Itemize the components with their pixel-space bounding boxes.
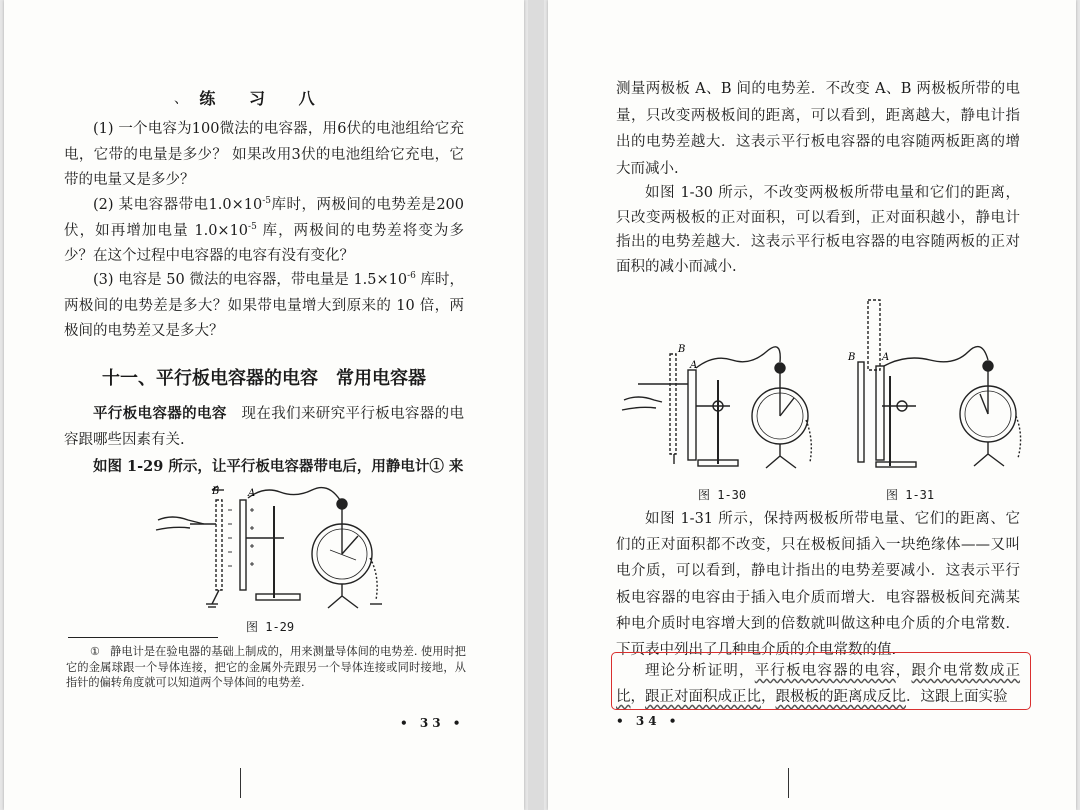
question-2 <box>64 193 464 270</box>
exercise-title: 练 习 八 <box>199 89 329 108</box>
conclusion-emph-area: 跟正对面积成正比 <box>645 689 761 705</box>
q3-part-b: 库时，两极间的电势差是多大？如果带电量增大到原来的 10 倍，两极间的电势差又是多大？ <box>64 272 465 340</box>
left-page <box>4 0 524 810</box>
highlight-box <box>611 652 1031 710</box>
book-spine <box>528 0 544 810</box>
figure-1-30 <box>618 340 818 470</box>
q2-part-b: 库时，两极间的电势差是200伏，如再增加电量 1.0×10 <box>64 197 464 239</box>
conclusion-emph-capacitance: 平行板电容器的电容 <box>754 663 896 679</box>
intro-paragraph <box>64 402 464 453</box>
intro-text: 现在我们来研究平行板电容器的电容跟哪些因素有关. <box>64 406 464 448</box>
q3-exponent: -6 <box>407 271 416 282</box>
footnote-mark: ① <box>90 645 101 658</box>
conclusion-tail: ．这跟上面实验 <box>906 689 1008 705</box>
fig29-label-b: B <box>212 486 220 497</box>
paragraph-dielectric: 如图 1-31 所示，保持两极板所带电量、它们的距离、它们的正对面积都不改变，只在极板间插入一块绝缘体——又叫电介质，可以看到，静电计指出的电势差要减小．这表示平行板电容器的电容由于插入电介质而增大．电容器极板间充满某种电介质时电容增大到的倍数就叫做这种电介质的介电常数．下页表中列出了几种电介质的介电常数的值. <box>616 511 1020 659</box>
figure-1-31 <box>820 296 1030 471</box>
q3-part-a: (3) 电容是 50 微法的电容器，带电量是 1.5×10 <box>93 272 408 288</box>
page-number-right: • 34 • <box>616 714 681 728</box>
fig30-label-a: A <box>690 360 698 371</box>
conclusion-emph-distance: 跟极板的距离成反比 <box>775 689 906 705</box>
question-1: (1) 一个电容为100微法的电容器，用6伏的电池组给它充电，它带的电量是多少？ 如果改用3伏的电池组给它充电，它带的电量又是多少？ <box>64 121 464 189</box>
fig29-paragraph: 如图 1-29 所示，让平行板电容器带电后，用静电计① 来 <box>93 458 464 475</box>
fig31-caption: 图 1-31 <box>886 488 935 502</box>
paragraph-area: 如图 1-30 所示，不改变两极板所带电量和它们的距离，只改变两极板的正对面积，可以看到，正对面积越小，静电计指出的电势差越大．这表示平行板电容器的电容随两板的正对面积的减小而减小. <box>616 185 1020 275</box>
conclusion-sep-1: ， <box>895 663 912 679</box>
question-3 <box>64 268 464 345</box>
q2-part-a: (2) 某电容器带电1.0×10 <box>93 197 263 213</box>
footnote-rule <box>68 637 218 638</box>
fig31-label-a: A <box>882 352 890 363</box>
footnote-text: 静电计是在验电器的基础上制成的，用来测量导体间的电势差. 使用时把它的金属球跟一个导体连接，把它的金属外壳跟另一个导体连接或同时接地，从指针的偏转角度就可以知道两个导体间的电势差. <box>66 645 466 689</box>
figure-1-29 <box>144 480 404 615</box>
fig30-caption: 图 1-30 <box>698 488 747 502</box>
stray-mark: 、 <box>174 91 188 107</box>
q2-part-c: 库，两极间的电势差将变为多少？在这个过程中电容器的电容有没有变化？ <box>64 222 465 265</box>
intro-term: 平行板电容器的电容 <box>93 406 227 422</box>
q2-exponent-1: -5 <box>262 196 271 207</box>
fig29-label-a: A <box>248 488 256 499</box>
fig29-caption: 图 1-29 <box>246 620 295 634</box>
page-number-left: • 33 • <box>400 716 465 730</box>
q2-exponent-2: -5 <box>248 221 257 232</box>
conclusion-intro: 理论分析证明， <box>645 663 755 679</box>
conclusion-sep-2: ， <box>630 689 645 705</box>
conclusion-emph-dielectric: 跟介电常数成正比 <box>616 663 1021 705</box>
paragraph-distance: 测量两极板 A、B 间的电势差．不改变 A、B 两极板所带的电量，只改变两极板间的距离，可以看到，距离越大，静电计指出的电势差越大．这表示平行板电容器的电容随两板距离的增大而减小. <box>616 81 1020 177</box>
page-edge-mark-left <box>240 768 241 798</box>
footnote <box>66 644 466 691</box>
fig30-label-b: B <box>678 344 686 355</box>
conclusion-sep-3: ， <box>761 689 776 705</box>
section-title: 十一、平行板电容器的电容 常用电容器 <box>102 368 426 389</box>
fig31-label-b: B <box>848 352 856 363</box>
page-edge-mark-right <box>788 768 789 798</box>
